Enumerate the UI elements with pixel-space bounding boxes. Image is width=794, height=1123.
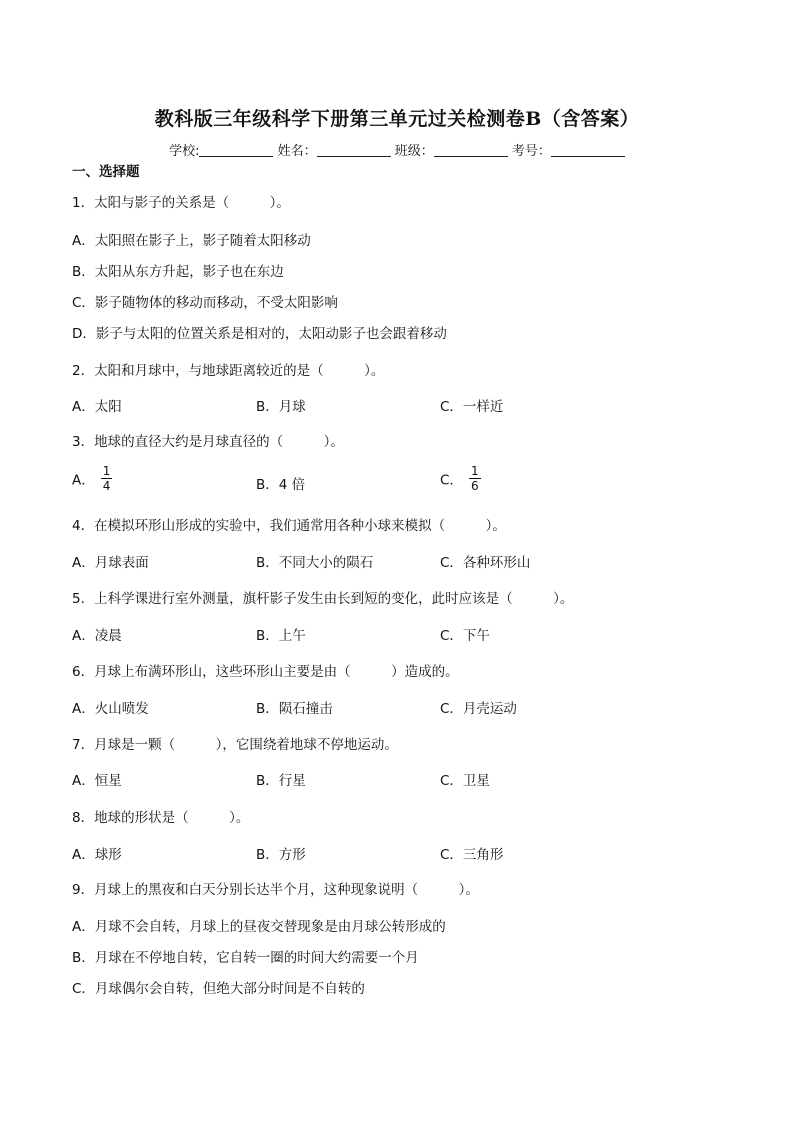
option-9b: B．月球在不停地自转，它自转一圈的时间大约需要一个月 xyxy=(72,950,419,966)
class-label: 班级： xyxy=(394,144,434,159)
option-3c-prefix: C． xyxy=(440,472,463,489)
option-2a: A．太阳 xyxy=(72,399,122,415)
question-9: 9．月球上的黑夜和白天分别长达半个月，这种现象说明（ ）。 xyxy=(72,882,479,898)
options-3 xyxy=(72,464,672,498)
option-6c: C．月壳运动 xyxy=(440,701,517,717)
option-1c: C．影子随物体的移动而移动，不受太阳影响 xyxy=(72,295,338,311)
option-8c: C．三角形 xyxy=(440,847,504,863)
question-3: 3．地球的直径大约是月球直径的（ ）。 xyxy=(72,434,344,450)
options-4 xyxy=(72,551,672,571)
fraction-one-sixth: $\frac{1}{6}$ xyxy=(470,464,479,493)
school-label: 学校: xyxy=(169,144,200,159)
option-1b: B．太阳从东方升起，影子也在东边 xyxy=(72,264,284,280)
exam-no-label: 考号： xyxy=(511,144,551,159)
question-2: 2．太阳和月球中，与地球距离较近的是（ ）。 xyxy=(72,363,385,379)
option-3a xyxy=(72,464,112,493)
options-8 xyxy=(72,843,672,863)
option-8a: A．球形 xyxy=(72,847,122,863)
option-6b: B．陨石撞击 xyxy=(256,701,333,717)
option-6a: A．火山喷发 xyxy=(72,701,149,717)
fraction-one-quarter: $\frac{1}{4}$ xyxy=(102,464,111,493)
option-4b: B．不同大小的陨石 xyxy=(256,555,374,571)
student-info-line xyxy=(0,140,794,159)
option-3b: B．4 倍 xyxy=(256,477,306,493)
question-7: 7．月球是一颗（ ），它围绕着地球不停地运动。 xyxy=(72,737,398,753)
option-2c: C．一样近 xyxy=(440,399,504,415)
section-heading: 一、选择题 xyxy=(72,164,140,180)
page-title: 教科版三年级科学下册第三单元过关检测卷B（含答案） xyxy=(154,108,640,130)
question-1: 1．太阳与影子的关系是（ ）。 xyxy=(72,195,290,211)
option-7a: A．恒星 xyxy=(72,773,122,789)
option-9a: A．月球不会自转，月球上的昼夜交替现象是由月球公转形成的 xyxy=(72,919,446,935)
name-blank[interactable] xyxy=(317,142,391,157)
options-5 xyxy=(72,624,672,644)
option-7c: C．卫星 xyxy=(440,773,490,789)
option-5b: B．上午 xyxy=(256,628,306,644)
option-5a: A．凌晨 xyxy=(72,628,122,644)
question-5: 5．上科学课进行室外测量，旗杆影子发生由长到短的变化，此时应该是（ ）。 xyxy=(72,591,574,607)
exam-no-blank[interactable] xyxy=(551,142,625,157)
option-5c: C．下午 xyxy=(440,628,490,644)
option-1a: A．太阳照在影子上，影子随着太阳移动 xyxy=(72,233,311,249)
options-7 xyxy=(72,769,672,789)
options-6 xyxy=(72,697,672,717)
question-8: 8．地球的形状是（ ）。 xyxy=(72,810,250,826)
school-blank[interactable] xyxy=(199,142,273,157)
option-1d: D．影子与太阳的位置关系是相对的，太阳动影子也会跟着移动 xyxy=(72,326,447,342)
option-4a: A．月球表面 xyxy=(72,555,149,571)
option-3a-prefix: A． xyxy=(72,472,95,489)
name-label: 姓名： xyxy=(277,144,317,159)
question-6: 6．月球上布满环形山，这些环形山主要是由（ ）造成的。 xyxy=(72,664,459,680)
option-4c: C．各种环形山 xyxy=(440,555,531,571)
option-2b: B．月球 xyxy=(256,399,306,415)
option-8b: B．方形 xyxy=(256,847,306,863)
question-4: 4．在模拟环形山形成的实验中，我们通常用各种小球来模拟（ ）。 xyxy=(72,518,506,534)
option-9c: C．月球偶尔会自转，但绝大部分时间是不自转的 xyxy=(72,981,365,997)
class-blank[interactable] xyxy=(434,142,508,157)
options-2 xyxy=(72,395,672,415)
option-7b: B．行星 xyxy=(256,773,306,789)
option-3c xyxy=(440,464,481,493)
